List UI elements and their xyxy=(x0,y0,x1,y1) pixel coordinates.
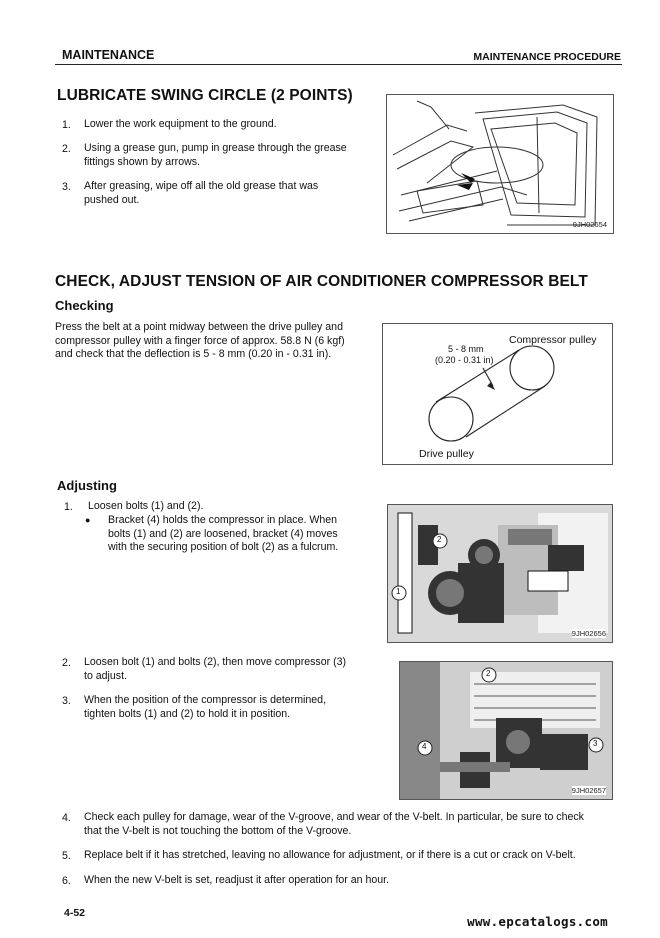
step-number: 5. xyxy=(62,850,71,862)
step-text: Lower the work equipment to the ground. xyxy=(84,118,277,130)
callout-4: 4 xyxy=(422,742,427,751)
subheading-adjusting: Adjusting xyxy=(57,478,117,493)
header-left: MAINTENANCE xyxy=(62,48,155,62)
step-text: Check each pulley for damage, wear of the V-groove, and wear of the V-belt. In particular, be sure to check that the V-belt is not touching the bottom of the V-groove. xyxy=(84,811,584,837)
header-right: MAINTENANCE PROCEDURE xyxy=(473,51,621,63)
subheading-checking: Checking xyxy=(55,298,114,313)
bullet-text: Bracket (4) holds the compressor in place. When bolts (1) and (2) are loosened, bracket (4) moves with the securing position of bolt (2) as a fulcrum. xyxy=(108,514,339,553)
excavator-cab-illustration xyxy=(387,95,613,233)
callout-2: 2 xyxy=(437,535,442,544)
bullet-mark: ● xyxy=(85,515,91,525)
step-number: 4. xyxy=(62,812,71,824)
step-text: Loosen bolt (1) and bolts (2), then move compressor (3) to adjust. xyxy=(84,656,347,682)
step-text: When the position of the compressor is determined, tighten bolts (1) and (2) to hold it in position. xyxy=(84,694,327,720)
step-text: When the new V-belt is set, readjust it after operation for an hour. xyxy=(84,874,390,886)
step-text: Using a grease gun, pump in grease through the grease fittings shown by arrows. xyxy=(84,142,347,168)
section-title-swing-circle: LUBRICATE SWING CIRCLE (2 POINTS) xyxy=(57,87,353,104)
step-number: 2. xyxy=(62,657,71,669)
callout-1: 1 xyxy=(396,587,401,596)
section-title-compressor-belt: CHECK, ADJUST TENSION OF AIR CONDITIONER COMPRESSOR BELT xyxy=(55,273,588,290)
swing-circle-figure xyxy=(386,94,614,234)
step-number: 3. xyxy=(62,695,71,707)
callout-2: 2 xyxy=(486,669,491,678)
callout-3: 3 xyxy=(593,739,598,748)
step-number: 1. xyxy=(62,119,71,131)
figure-code: 9JH02657 xyxy=(571,786,606,795)
page-number: 4-52 xyxy=(64,907,86,919)
engine-bay-illustration xyxy=(388,505,612,642)
figure-code: 9JH02656 xyxy=(571,629,606,638)
figure-code: 9JH02654 xyxy=(572,220,607,229)
step-number: 3. xyxy=(62,181,71,193)
footer-url-link[interactable]: www.epcatalogs.com xyxy=(467,914,608,929)
step-text: Replace belt if it has stretched, leaving no allowance for adjustment, or if there is a cut or crack on V-belt. xyxy=(84,849,576,861)
deflection-in-label: (0.20 - 0.31 in) xyxy=(435,355,494,365)
step-number: 2. xyxy=(62,143,71,155)
header-rule xyxy=(55,64,622,65)
step-text: Loosen bolts (1) and (2). xyxy=(88,500,204,512)
step-number: 1. xyxy=(64,501,73,513)
compressor-photo-2 xyxy=(399,661,613,800)
compressor-photo-1 xyxy=(387,504,613,643)
belt-deflection-figure xyxy=(382,323,613,465)
step-number: 6. xyxy=(62,875,71,887)
deflection-mm-label: 5 - 8 mm xyxy=(448,344,484,354)
compressor-bracket-illustration xyxy=(400,662,612,799)
step-text: After greasing, wipe off all the old grease that was pushed out. xyxy=(84,180,319,206)
checking-text: Press the belt at a point midway between the drive pulley and compressor pulley with a finger force of approx. 58.8 N (6 kgf) and check that the deflection is 5 - 8 mm (0.20 in - 0.31 in). xyxy=(55,321,345,360)
drive-pulley-label: Drive pulley xyxy=(419,448,474,460)
compressor-pulley-label: Compressor pulley xyxy=(509,334,597,346)
